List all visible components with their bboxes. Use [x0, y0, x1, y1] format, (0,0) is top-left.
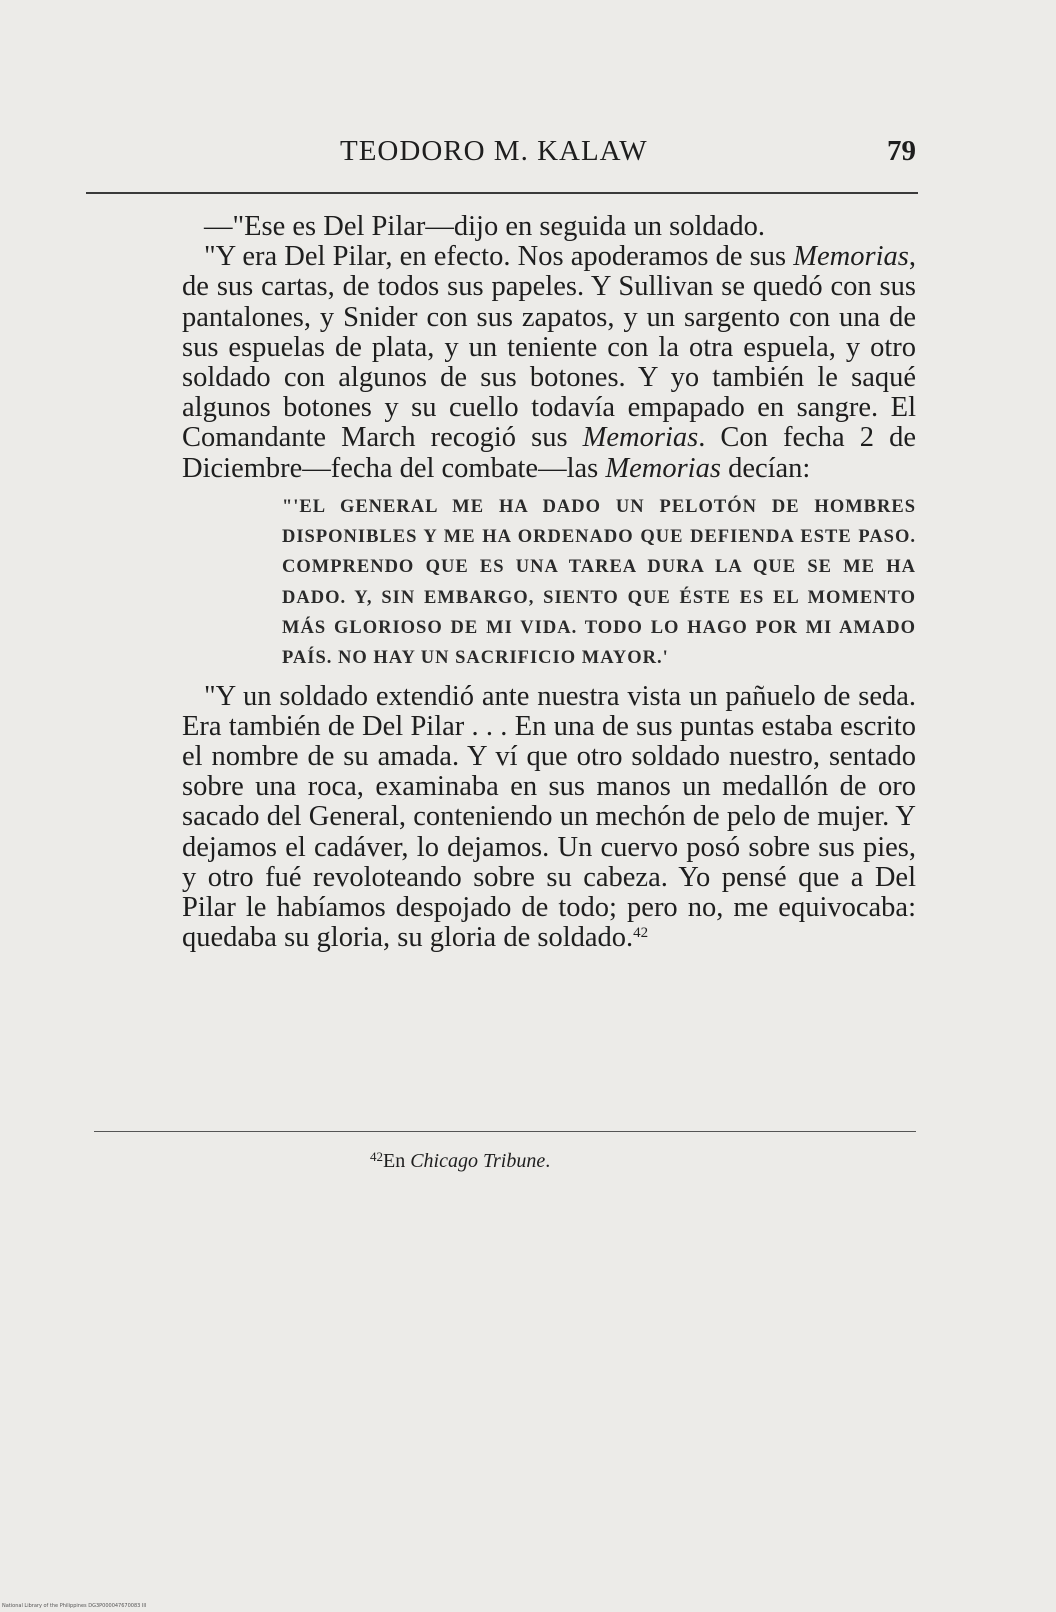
page-number: 79: [887, 135, 916, 167]
paragraph-2-text-c: . Con fecha 2 de Diciembre—fecha del combate—las: [182, 422, 916, 484]
main-text: [182, 212, 916, 953]
footnote-lead: En: [383, 1150, 411, 1172]
paragraph-3: [182, 682, 916, 954]
italic-memorias: Memorias: [605, 452, 721, 484]
running-header: [95, 135, 920, 185]
footnote-reference: 42: [633, 925, 649, 942]
footnote: [370, 1150, 550, 1173]
block-quote: "'EL GENERAL ME HA DADO UN PELOTÓN DE HOMBRES DISPONIBLES Y ME HA ORDENADO QUE DEFIENDA ESTE PASO. COMPRENDO QUE ES UNA TAREA DURA LA QUE SE ME HA DADO. Y, SIN EMBARGO, SIENTO QUE ÉSTE ES EL MOMENTO MÁS GLORIOSO DE MI VIDA. TODO LO HAGO POR MI AMADO PAÍS. NO HAY UN SACRIFICIO MAYOR.': [282, 496, 916, 669]
footnote-number: 42: [370, 1149, 383, 1164]
header-rule: [86, 192, 918, 194]
paragraph-2-text-b: , de sus cartas, de todos sus papeles. Y Sullivan se quedó con sus pantalones, y Snider con sus zapatos, y un sargento con una de sus espuelas de plata, y un teniente con la otra espuela, y otro soldado con algunos de sus botones. Y yo también le saqué algunos botones y su cuello todavía empapado en sangre. El Comandante March recogió sus: [182, 241, 916, 454]
italic-memorias: Memorias: [793, 241, 909, 273]
footnote-source: Chicago Tribune: [410, 1150, 546, 1172]
header-title: TEODORO M. KALAW: [340, 135, 648, 167]
paragraph-3-text: "Y un soldado extendió ante nuestra vista un pañuelo de seda. Era también de Del Pilar . . . En una de sus puntas estaba escrito el nombre de su amada. Y ví que otro soldado nuestro, sentado sobre una roca, examinaba en sus manos un medallón de oro sacado del General, conteniendo un mechón de pelo de mujer. Y dejamos el cadáver, lo dejamos. Un cuervo posó sobre sus pies, y otro fué revoloteando sobre su cabeza. Yo pensé que a Del Pilar le habíamos despojado de todo; pero no, me equivocaba: quedaba su gloria, su gloria de soldado.: [182, 680, 916, 954]
italic-memorias: Memorias: [582, 422, 699, 454]
paragraph-2-text-a: "Y era Del Pilar, en efecto. Nos apoderamos de sus: [204, 241, 794, 273]
footnote-end: .: [545, 1150, 551, 1172]
footnote-rule: [94, 1131, 916, 1132]
paragraph-2: [182, 242, 916, 484]
scan-imprint: National Library of the Philippines DG3P000047670083 III: [2, 1603, 147, 1609]
paragraph-2-text-d: decían:: [720, 452, 811, 484]
paragraph-1: —"Ese es Del Pilar—dijo en seguida un soldado.: [204, 211, 765, 242]
